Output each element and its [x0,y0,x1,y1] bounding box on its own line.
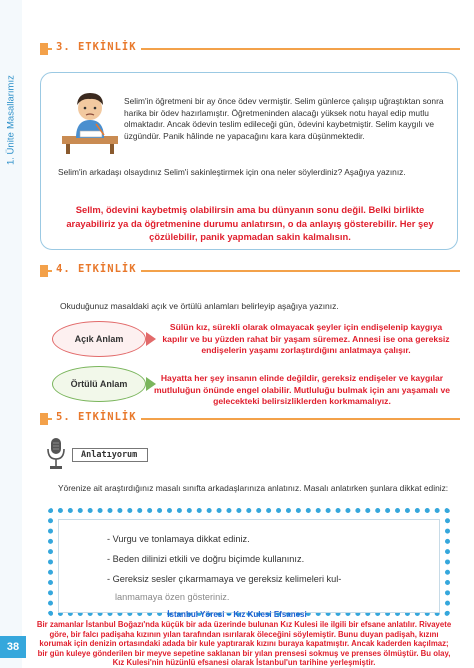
unit-number: 1. Ünite [5,131,17,165]
acik-anlam-answer: Sülün kız, sürekli olarak olmayacak şeyler için endişelenip kaygıya kapılır ve bu yüzden rahat bir yaşam süremez. Annesi ise ona gereksiz endişelerin yaşamı zorlaştırdığını anlatmaya çalışır. [162,322,450,355]
legend-title: İstanbul Yöresi – Kız Kulesi Efsanesi [167,610,307,619]
tip-item: lanmamaya özen gösteriniz. [115,592,230,602]
activity4-instruction: Okuduğunuz masaldaki açık ve örtülü anlamları belirleyip aşağıya yazınız. [60,301,339,311]
unit-name: Masallarımız [5,75,17,130]
activity5-paragraph: Yörenize ait araştırdığınız masalı sınıfta arkadaşlarınıza anlatınız. Masalı anlatırken şunlara dikkat ediniz: [58,483,449,493]
tip-item: - Vurgu ve tonlamaya dikkat ediniz. [107,534,250,544]
activity3-answer: Sellm, ödevini kaybetmiş olabilirsin ama bu dünyanın sonu değil. Belki birlikte arayabiliriz ya da öğretmenine durumu anlatırsın, o da anlayış gösterebilir. Her şey çözülebilir, panik yapmadan sakin kalmalısın. [66,204,434,242]
acik-anlam-oval [52,321,146,357]
ortulu-anlam-oval [52,366,146,402]
activity5-title: 5. ETKİNLİK [52,411,141,423]
acik-anlam-label: Açık Anlam [74,334,124,344]
activity3-header [40,40,460,58]
microphone-icon [44,437,68,471]
question-text: Selim'in arkadaşı olsaydınız Selim'i sakinleştirmek için ona neler söylerdiniz? Aşağıya yazınız. [58,167,406,177]
ortulu-anlam-answer: Hayatta her şey insanın elinde değildir, gereksiz endişeler ve kaygılar mutluluğun önünde engel olabilir. Mutluluğu bulmak için anı yaşamalı ve gelecekteki belirsizliklerden korkmamalıyız. [153,373,451,406]
activity4-header [40,262,460,280]
tip-item: - Gereksiz sesler çıkarmamaya ve gereksiz kelimeleri kul- [107,574,342,584]
student-illustration-icon [60,88,120,154]
legend-text: Bir zamanlar İstanbul Boğazı'nda küçük bir ada üzerinde bulunan Kız Kulesi ile ilgili bir efsane anlatılır. Rivayete göre, bir falcı padişaha kızının yılan tarafından ısırılarak öleceğini söylemiştir. Bunu duyan padişah, kızını korumak için denizin ortasındaki adada bir kule yaptırarak kızını buraya kapatmıştır. Ancak kaderden kaçılmaz; bir gün kuleye gönderilen bir meyve sepetine saklanan bir yılan prensesi sokmuş ve prenses ölmüştür. Bu olay, Kız Kulesi'nin hüzünlü efsanesi olarak İstanbul'un tarihine yerleşmiştir. [36,620,452,667]
unit-title [2,40,20,200]
story-text: Selim'in öğretmeni bir ay önce ödev vermiştir. Selim günlerce çalışıp uğraştıktan sonra harika bir ödev hazırlamıştır. Öğretmeninden alacağı yüksek notu hayal edip mutlu olmaktadır. Ancak ödevin teslim edileceği gün, ödevini kaybetmiştir. Selim kaygılı ve üzgündür. Panik hâlinde ne yapacağını kara kara düşünmektedir. [124,96,444,141]
activity3-title: 3. ETKİNLİK [52,41,141,53]
activity5-header [40,410,460,428]
page-number: 38 [0,636,26,658]
tips-box [58,519,440,613]
activity4-title: 4. ETKİNLİK [52,263,141,275]
acik-anlam-pointer [146,332,156,346]
tip-item: - Beden dilinizi etkili ve doğru biçimde kullanınız. [107,554,305,564]
anlatiyorum-label: Anlatıyorum [72,448,148,462]
ortulu-anlam-label: Örtülü Anlam [70,379,128,389]
